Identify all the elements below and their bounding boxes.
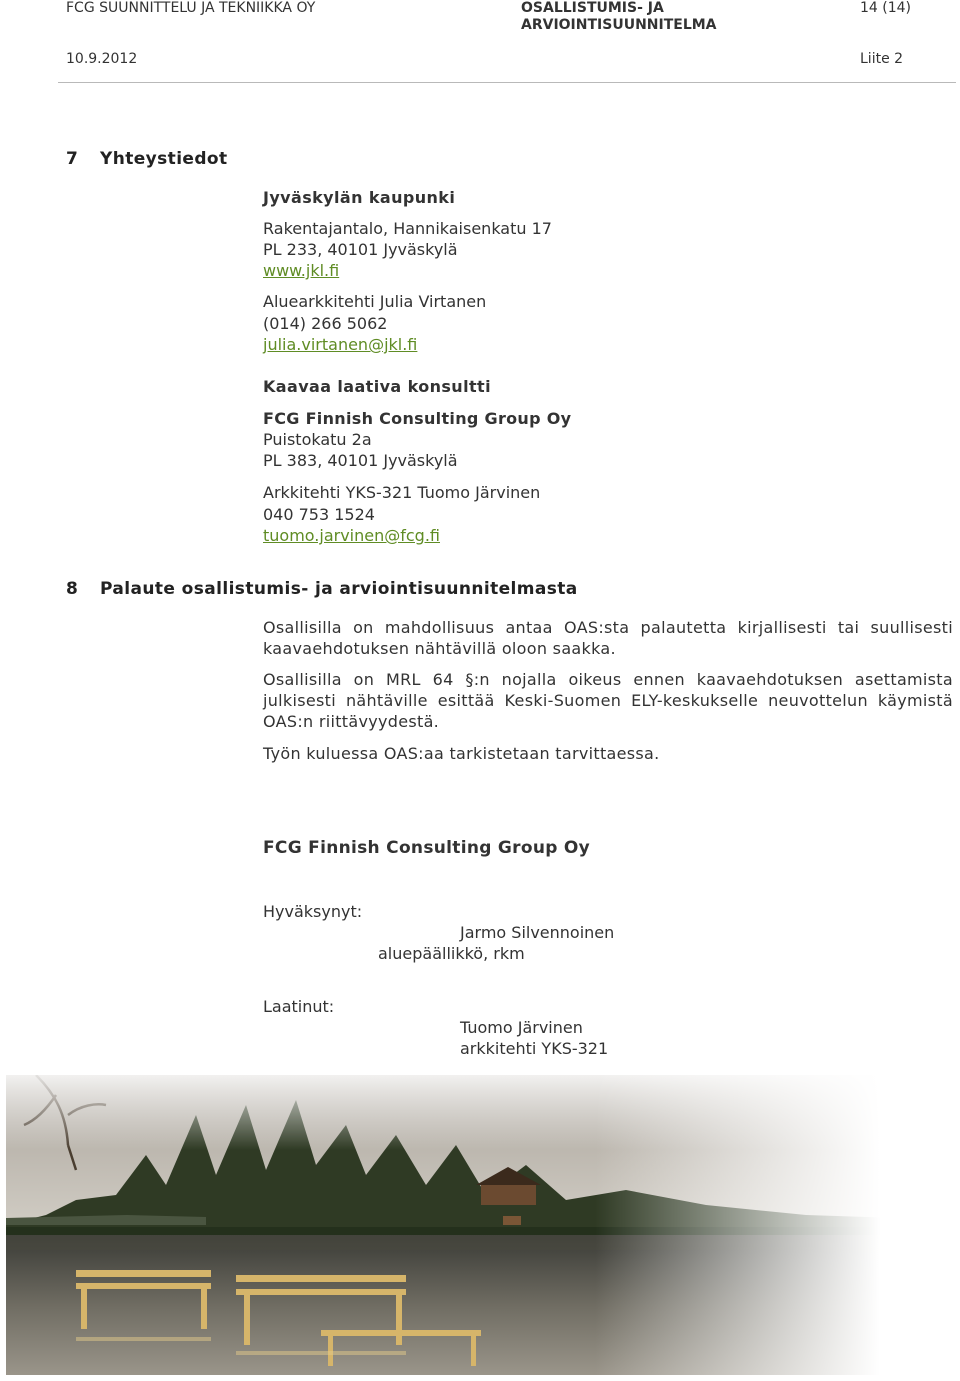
section8-paragraph-3: Työn kuluessa OAS:aa tarkistetaan tarvittaessa.: [263, 744, 660, 763]
city-address-2: PL 233, 40101 Jyväskylä: [263, 240, 458, 259]
section8-paragraph-1: Osallisilla on mahdollisuus antaa OAS:sta palautetta kirjallisesti tai suullisesti kaavaehdotuksen nähtävillä oloon saakka.: [263, 618, 953, 658]
consultant-company: FCG Finnish Consulting Group Oy: [263, 409, 572, 428]
section7-title: Yhteystiedot: [100, 149, 228, 169]
consultant-phone: 040 753 1524: [263, 505, 375, 524]
header-appendix: Liite 2: [860, 51, 904, 67]
header-divider: [58, 82, 956, 83]
city-address-1: Rakentajantalo, Hannikaisenkatu 17: [263, 219, 552, 238]
signoff-company: FCG Finnish Consulting Group Oy: [263, 838, 591, 858]
consultant-contact: Arkkitehti YKS-321 Tuomo Järvinen: [263, 483, 541, 502]
section7-number: 7: [66, 149, 78, 169]
header-doc-title-2: ARVIOINTISUUNNITELMA: [521, 17, 717, 33]
section8-number: 8: [66, 579, 78, 599]
consultant-heading: Kaavaa laativa konsultti: [263, 377, 491, 396]
consultant-address-1: Puistokatu 2a: [263, 430, 372, 449]
city-web-link[interactable]: www.jkl.fi: [263, 261, 340, 280]
prepared-label: Laatinut:: [263, 997, 335, 1016]
consultant-email-link[interactable]: tuomo.jarvinen@fcg.fi: [263, 526, 440, 545]
approver-name: Jarmo Silvennoinen: [460, 923, 615, 942]
preparer-title: arkkitehti YKS-321: [460, 1039, 609, 1058]
section8-paragraph-2: Osallisilla on MRL 64 §:n nojalla oikeus ennen kaavaehdotuksen asettamista julkisesti nähtäville esittää Keski-Suomen ELY-keskukselle neuvottelun käymistä OAS:n riittävyydestä.: [263, 670, 953, 731]
approver-title: aluepäällikkö, rkm: [378, 944, 525, 963]
city-name: Jyväskylän kaupunki: [263, 188, 456, 207]
header-date: 10.9.2012: [66, 51, 138, 67]
header-company: FCG SUUNNITTELU JA TEKNIIKKA OY: [66, 0, 316, 16]
section8-title: Palaute osallistumis- ja arviointisuunnitelmasta: [100, 579, 578, 599]
city-email-link[interactable]: julia.virtanen@jkl.fi: [263, 335, 418, 354]
city-phone: (014) 266 5062: [263, 314, 388, 333]
header-page-number: 14 (14): [860, 0, 912, 16]
approved-label: Hyväksynyt:: [263, 902, 363, 921]
city-contact: Aluearkkitehti Julia Virtanen: [263, 292, 487, 311]
header-doc-title-1: OSALLISTUMIS- JA: [521, 0, 664, 16]
preparer-name: Tuomo Järvinen: [460, 1018, 583, 1037]
lake-landscape-photo: [6, 1075, 956, 1375]
consultant-address-2: PL 383, 40101 Jyväskylä: [263, 451, 458, 470]
